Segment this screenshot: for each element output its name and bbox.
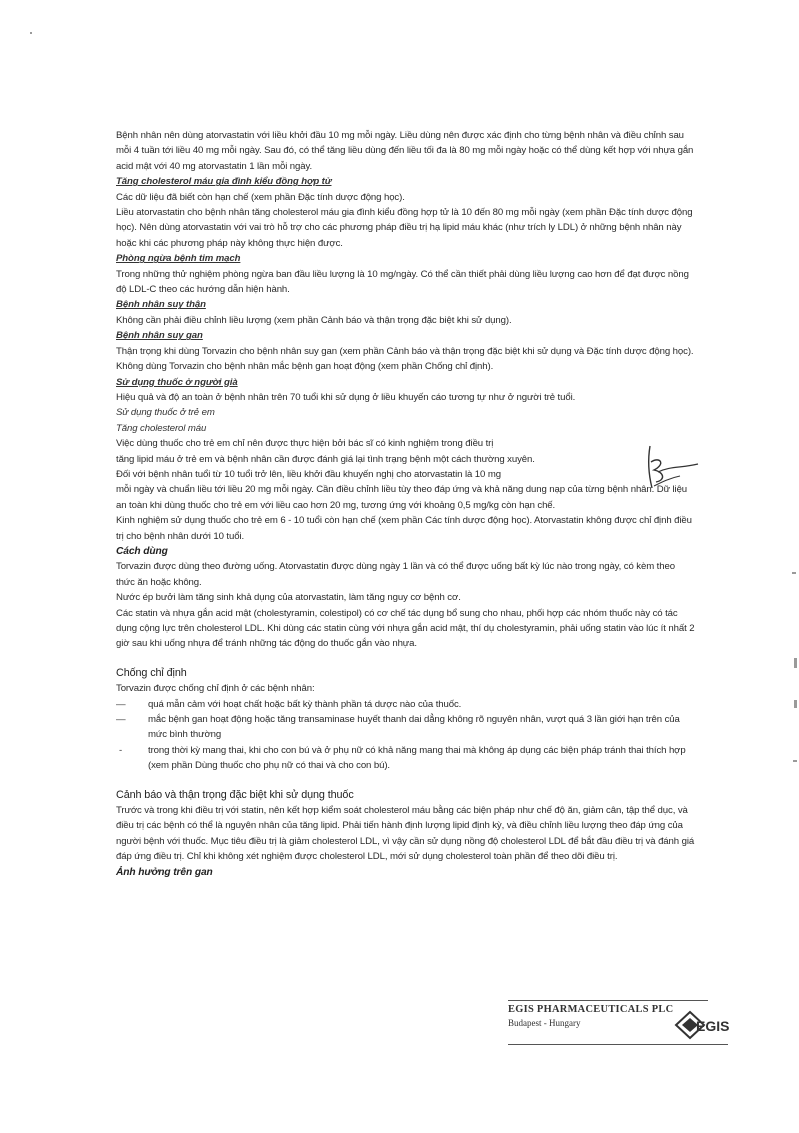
stamp-signature-line	[508, 1044, 728, 1045]
stamp-top-line	[508, 1000, 708, 1001]
paragraph-pediatric-4: mỗi ngày và chuẩn liều tới liều 20 mg mỗi ngày. Cần điều chỉnh liều tùy theo đáp ứng và khả năng dung nạp của từng bệnh nhân. Dữ liệu an toàn khi dùng thuốc cho trẻ em với liều cao hơn 20 mg, tương ứng với khoảng 0,5 mg/kg còn hạn chế.	[116, 484, 688, 511]
paragraph-contra-intro: Torvazin được chống chỉ định ở các bệnh nhân:	[116, 683, 315, 695]
egis-logo-icon	[670, 1008, 736, 1042]
paragraph-pediatric-1: Việc dùng thuốc cho trẻ em chỉ nên được thực hiện bởi bác sĩ có kinh nghiệm trong điều trị	[116, 438, 494, 450]
paragraph-grapefruit: Nước ép bưởi làm tăng sinh khả dụng của atorvastatin, làm tăng nguy cơ bệnh cơ.	[116, 592, 461, 604]
heading-pediatric: Sử dụng thuốc ở trẻ em	[116, 407, 215, 419]
paragraph-bile-acid: Các statin và nhựa gắn acid mật (cholestyramin, colestipol) có cơ chế tác dụng bổ sung cho nhau, phối hợp các nhóm thuốc này có tác dụng cộng lực trên cholesterol LDL. Khi dùng các statin cùng với nhựa gắn acid mật, thí dụ cholestyramin, phải uống statin vào lúc ít nhất 2 giờ sau khi uống nhựa để tránh những tác động do thuốc gắn vào nhựa.	[116, 607, 695, 650]
egis-logo-text: EGIS	[696, 1018, 730, 1034]
heading-liver-effects: Ảnh hưởng trên gan	[116, 866, 213, 878]
paragraph-pediatric-3: Đối với bệnh nhân tuổi từ 10 tuổi trở lên, liều khởi đầu khuyến nghị cho atorvastatin là 10 mg	[116, 468, 501, 480]
paragraph-pediatric-5: Kinh nghiệm sử dụng thuốc cho trẻ em 6 - 10 tuổi còn hạn chế (xem phần Các tính dược động học). Atorvastatin không được chỉ định điều trị cho bệnh nhân dưới 10 tuổi.	[116, 515, 692, 542]
handwritten-signature	[640, 442, 700, 494]
paragraph-starting-dose: Bệnh nhân nên dùng atorvastatin với liều khởi đầu 10 mg mỗi ngày. Liều dùng nên được xác định cho từng bệnh nhân và điều chỉnh sau mỗi 4 tuần tới liều 40 mg mỗi ngày. Sau đó, có thể tăng liều dùng đến liều tối đa là 80 mg mỗi ngày hoặc có thể dùng kết hợp với nhựa gắn acid mật với 40 mg atorvastatin 1 lần mỗi ngày.	[116, 130, 694, 172]
list-item: — mắc bệnh gan hoạt động hoặc tăng transaminase huyết thanh dai dẳng không rõ nguyên nhân, vượt quá 3 lần giới hạn trên của mức bình thường	[116, 712, 696, 743]
heading-elderly: Sử dụng thuốc ở người già	[116, 376, 238, 388]
paragraph-hepatic-contra: Không dùng Torvazin cho bệnh nhân mắc bệnh gan hoạt động (xem phần Chống chỉ định).	[116, 361, 494, 373]
paragraph-warnings: Trước và trong khi điều trị với statin, nên kết hợp kiểm soát cholesterol máu bằng các biện pháp như chế độ ăn, giảm cân, tập thể dục, và điều trị các bệnh có thể là nguyên nhân của tăng lipid. Phải tiến hành định lượng lipid định kỳ, và điều chỉnh liều lượng theo đáp ứng của người bệnh với thuốc. Mục tiêu điều trị là giảm cholesterol LDL, vì vậy cần sử dụng nồng độ cholesterol LDL để bắt đầu điều trị và đánh giá đáp ứng điều trị. Chỉ khi không xét nghiệm được cholesterol LDL, mới sử dụng cholesterol toàn phần để theo dõi điều trị.	[116, 805, 695, 863]
paragraph-homozygous-dose: Liều atorvastatin cho bệnh nhân tăng cholesterol máu gia đình kiểu đồng hợp tử là 10 đến 80 mg mỗi ngày (xem phần Đặc tính dược động học). Nên dùng atorvastatin với vai trò hỗ trợ cho các phương pháp điều trị hạ lipid máu khác (như trích ly LDL) ở những bệnh nhân này hoặc khi các phương pháp này không thực hiện được.	[116, 207, 693, 249]
stamp-city: Budapest - Hungary	[508, 1018, 581, 1028]
margin-scan-mark	[792, 572, 796, 574]
margin-scan-mark	[30, 32, 32, 34]
heading-cardiovascular-prevention: Phòng ngừa bệnh tim mạch	[116, 253, 241, 265]
paragraph-hepatic-caution: Thận trọng khi dùng Torvazin cho bệnh nhân suy gan (xem phần Cảnh báo và thận trọng đặc biệt khi sử dụng và Đặc tính dược động học).	[116, 345, 694, 357]
heading-familial-homozygous: Tăng cholesterol máu gia đình kiểu đồng hợp tử	[116, 176, 332, 188]
contraindication-list	[116, 697, 696, 774]
heading-hepatic-impairment: Bệnh nhân suy gan	[116, 330, 203, 342]
margin-scan-mark	[794, 700, 797, 708]
document-body	[116, 128, 696, 880]
company-stamp	[506, 1000, 738, 1056]
margin-scan-mark	[794, 658, 797, 668]
heading-warnings: Cảnh báo và thận trọng đặc biệt khi sử dụng thuốc	[116, 788, 354, 801]
paragraph-renal: Không cần phải điều chỉnh liều lượng (xem phần Cảnh báo và thận trọng đặc biệt khi sử dụng).	[116, 314, 512, 326]
paragraph-administration: Torvazin được dùng theo đường uống. Atorvastatin được dùng ngày 1 lần và có thể được uống bất kỳ lúc nào trong ngày, có kèm theo thức ăn hoặc không.	[116, 561, 675, 588]
paragraph-limited-data: Các dữ liệu đã biết còn hạn chế (xem phần Đặc tính dược động học).	[116, 191, 405, 203]
heading-hypercholesterolemia: Tăng cholesterol máu	[116, 422, 207, 434]
paragraph-pediatric-2: tăng lipid máu ở trẻ em và bệnh nhân cần được đánh giá lại tình trạng bệnh một cách thường xuyên.	[116, 453, 535, 465]
margin-scan-mark	[793, 760, 797, 762]
heading-renal-impairment: Bệnh nhân suy thận	[116, 299, 206, 311]
heading-contraindications: Chống chỉ định	[116, 666, 187, 679]
paragraph-prevention-dose: Trong những thử nghiệm phòng ngừa ban đầu liều lượng là 10 mg/ngày. Có thể cần thiết phải dùng liều lượng cao hơn để đạt được nồng độ LDL-C theo các hướng dẫn hiện hành.	[116, 268, 689, 296]
heading-administration: Cách dùng	[116, 545, 168, 557]
list-item: - trong thời kỳ mang thai, khi cho con bú và ở phụ nữ có khả năng mang thai mà không áp dụng các biện pháp tránh thai thích hợp (xem phần Dùng thuốc cho phụ nữ có thai và cho con bú).	[116, 743, 696, 774]
paragraph-elderly: Hiệu quả và độ an toàn ở bệnh nhân trên 70 tuổi khi sử dụng ở liều khuyến cáo tương tự như ở người trẻ tuổi.	[116, 391, 576, 403]
stamp-company-name: EGIS PHARMACEUTICALS PLC	[508, 1004, 674, 1015]
list-item: — quá mẫn cảm với hoạt chất hoặc bất kỳ thành phần tá dược nào của thuốc.	[116, 697, 696, 712]
